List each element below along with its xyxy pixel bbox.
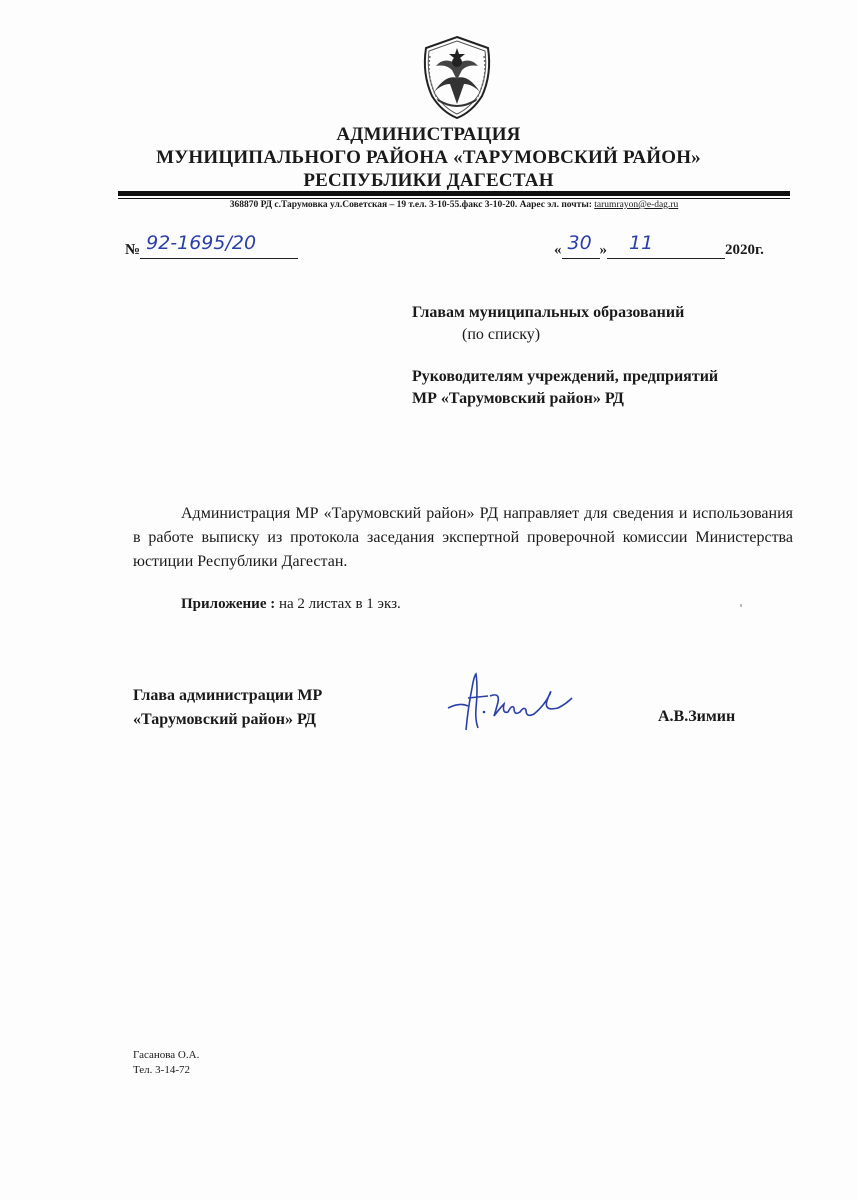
header-title-line3: РЕСПУБЛИКИ ДАГЕСТАН [303, 170, 554, 191]
header-address [118, 200, 790, 210]
signatory-name: А.В.Зимин [658, 708, 736, 725]
header-divider-thin [118, 198, 790, 199]
date-day-handwritten: 30 [567, 232, 592, 254]
date-day-field [562, 232, 600, 259]
date-month-field [607, 232, 725, 259]
signatory-title-line2: «Тарумовский район» РД [133, 711, 317, 728]
recipient-2-subtitle: МР «Тарумовский район» РД [412, 390, 624, 407]
executor-phone: Тел. 3-14-72 [133, 1064, 190, 1076]
recipient-group-2 [412, 366, 718, 410]
document-date [554, 232, 764, 259]
body-paragraph: Администрация МР «Тарумовский район» РД направляет для сведения и использования в работе выписку из протокола заседания экспертной проверочной комиссии Министерства юстиции Республики Дагестан. [133, 505, 793, 570]
document-number [125, 232, 298, 259]
email-link[interactable]: tarumrayon@e-dag.ru [594, 200, 679, 210]
address-text: 368870 РД с.Тарумовка ул.Советская – 19 т.ел. 3-10-55.факс 3-10-20. Аарес эл. почты: [229, 200, 595, 210]
number-label: № [125, 242, 141, 258]
number-handwritten: 92-1695/20 [146, 232, 257, 254]
attachment-text: на 2 листах в 1 экз. [275, 596, 401, 612]
recipient-1-note: (по списку) [462, 326, 541, 343]
signatory-title [133, 684, 322, 732]
date-open-quote: « [554, 242, 562, 258]
recipient-group-1 [412, 302, 684, 346]
recipient-1-title: Главам муниципальных образований [412, 304, 685, 321]
number-field [140, 232, 298, 259]
signatory-title-line1: Глава администрации МР [133, 687, 323, 704]
attachment-label: Приложение : [181, 596, 276, 612]
header-title-line1: АДМИНИСТРАЦИЯ [336, 124, 521, 145]
dagestan-coat-of-arms-icon [416, 34, 498, 120]
header-title-line2: МУНИЦИПАЛЬНОГО РАЙОНА «ТАРУМОВСКИЙ РАЙОН» [156, 147, 701, 168]
date-close-quote: » [599, 242, 607, 258]
handwritten-signature [438, 668, 578, 738]
date-month-handwritten: 11 [629, 232, 654, 254]
header-divider-thick [118, 191, 790, 196]
executor-name: Гасанова О.А. [133, 1049, 200, 1061]
recipient-2-title: Руководителям учреждений, предприятий [412, 368, 719, 385]
date-year: 2020г. [725, 242, 764, 258]
scan-speck [740, 604, 742, 607]
executor-info [133, 1048, 199, 1078]
attachment-note [181, 596, 401, 613]
